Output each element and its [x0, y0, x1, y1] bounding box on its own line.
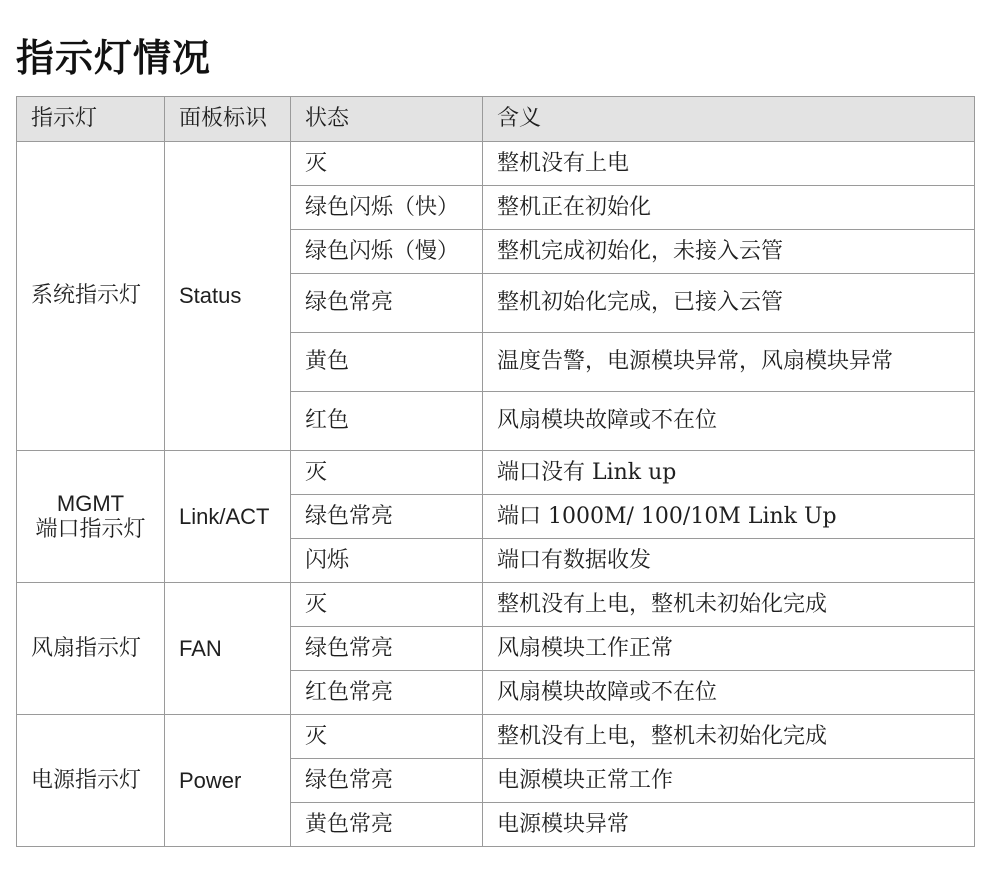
header-panel: 面板标识 — [165, 97, 291, 142]
indicator-table — [16, 96, 975, 847]
meaning-cell: 整机没有上电，整机未初始化完成 — [483, 583, 975, 627]
indicator-name-system: 系统指示灯 — [17, 142, 165, 451]
state-cell: 绿色闪烁（慢） — [291, 230, 483, 274]
indicator-name-power: 电源指示灯 — [17, 715, 165, 847]
state-cell: 灭 — [291, 715, 483, 759]
state-cell: 闪烁 — [291, 539, 483, 583]
table-row — [17, 451, 975, 495]
panel-label-fan: FAN — [165, 583, 291, 715]
meaning-cell: 整机完成初始化，未接入云管 — [483, 230, 975, 274]
meaning-cell: 风扇模块工作正常 — [483, 627, 975, 671]
state-cell: 灭 — [291, 142, 483, 186]
panel-label-power: Power — [165, 715, 291, 847]
indicator-name-mgmt-line2: 端口指示灯 — [35, 516, 146, 542]
state-cell: 黄色 — [291, 333, 483, 392]
header-meaning: 含义 — [483, 97, 975, 142]
header-indicator: 指示灯 — [17, 97, 165, 142]
state-cell: 绿色闪烁（快） — [291, 186, 483, 230]
meaning-cell: 整机没有上电 — [483, 142, 975, 186]
table-row — [17, 142, 975, 186]
meaning-cell: 端口有数据收发 — [483, 539, 975, 583]
table-header-row — [17, 97, 975, 142]
meaning-cell: 端口 1000M/ 100/10M Link Up — [483, 495, 975, 539]
meaning-cell: 整机初始化完成，已接入云管 — [483, 274, 975, 333]
meaning-cell: 电源模块异常 — [483, 803, 975, 847]
state-cell: 灭 — [291, 583, 483, 627]
state-cell: 绿色常亮 — [291, 627, 483, 671]
meaning-cell: 风扇模块故障或不在位 — [483, 671, 975, 715]
state-cell: 绿色常亮 — [291, 274, 483, 333]
meaning-cell: 整机没有上电，整机未初始化完成 — [483, 715, 975, 759]
meaning-cell: 温度告警，电源模块异常，风扇模块异常 — [483, 333, 975, 392]
state-cell: 灭 — [291, 451, 483, 495]
header-state: 状态 — [291, 97, 483, 142]
meaning-cell: 电源模块正常工作 — [483, 759, 975, 803]
table-row — [17, 715, 975, 759]
state-cell: 红色常亮 — [291, 671, 483, 715]
page-title: 指示灯情况 — [16, 36, 212, 80]
state-cell: 绿色常亮 — [291, 759, 483, 803]
state-cell: 绿色常亮 — [291, 495, 483, 539]
state-cell: 红色 — [291, 392, 483, 451]
meaning-cell: 整机正在初始化 — [483, 186, 975, 230]
meaning-cell: 端口没有 Link up — [483, 451, 975, 495]
indicator-name-mgmt-line1: MGMT — [56, 490, 125, 516]
state-cell: 黄色常亮 — [291, 803, 483, 847]
table-row — [17, 583, 975, 627]
panel-label-link-act: Link/ACT — [165, 451, 291, 583]
meaning-cell: 风扇模块故障或不在位 — [483, 392, 975, 451]
indicator-name-mgmt — [17, 451, 165, 583]
indicator-name-fan: 风扇指示灯 — [17, 583, 165, 715]
panel-label-status: Status — [165, 142, 291, 451]
